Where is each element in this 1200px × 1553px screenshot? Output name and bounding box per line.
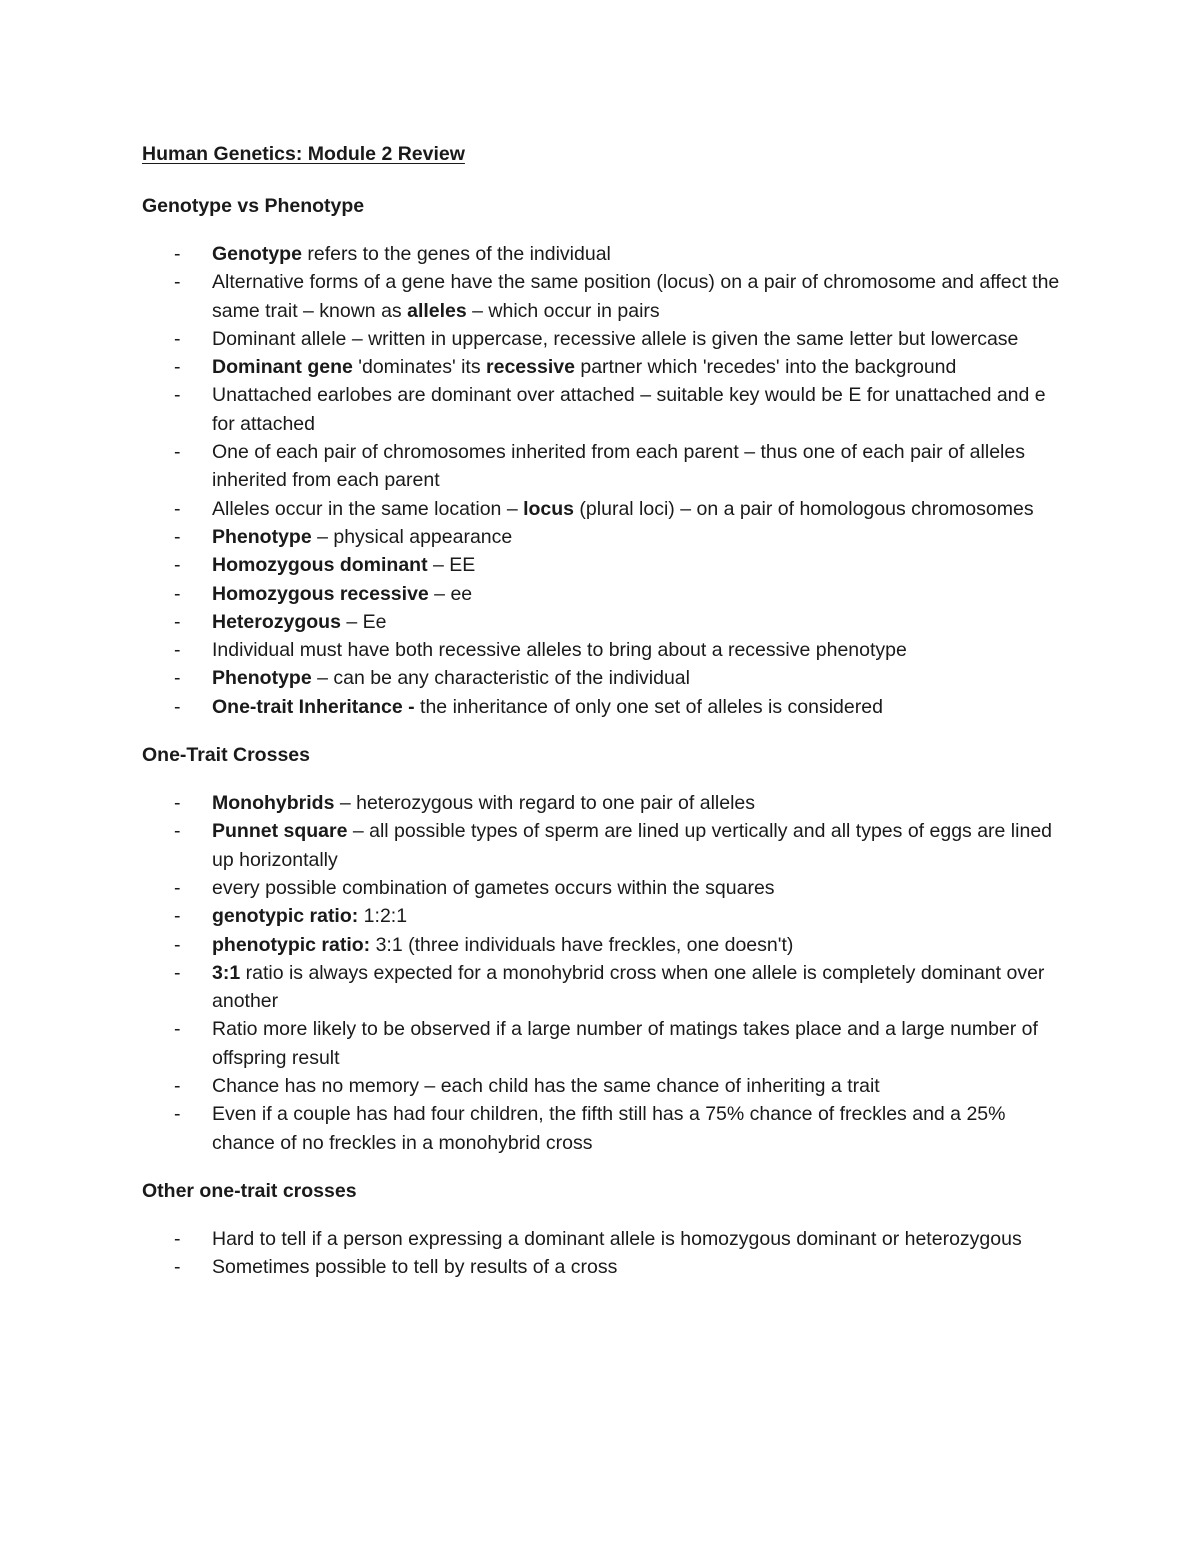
bullet-item: [142, 902, 1072, 930]
bullet-item: [142, 1100, 1072, 1157]
bullet-item: [142, 240, 1072, 268]
item-text: – heterozygous with regard to one pair of alleles: [334, 792, 756, 815]
item-text: – physical appearance: [311, 525, 513, 548]
item-text: – all possible types of sperm are lined up vertically and all types of eggs are lined up horizontally: [212, 820, 1053, 871]
item-text: Even if a couple has had four children, the fifth still has a 75% chance of freckles and a 25% chance of no freckles in a monohybrid cross: [212, 1103, 1006, 1154]
bullet-item: [142, 1225, 1072, 1253]
section-heading: Genotype vs Phenotype: [142, 195, 365, 217]
bullet-item: [142, 523, 1072, 551]
bold-term: phenotypic ratio:: [212, 933, 371, 956]
document-title: Human Genetics: Module 2 Review: [142, 143, 465, 165]
section-heading: Other one-trait crosses: [142, 1179, 357, 1202]
bullet-item: [142, 931, 1072, 959]
item-text: partner which 'recedes' into the background: [574, 356, 957, 379]
bullet-list: [142, 240, 1072, 721]
item-text: Chance has no memory – each child has the same chance of inheriting a trait: [212, 1075, 880, 1098]
bold-term: recessive: [486, 356, 575, 379]
bullet-list: [142, 1225, 1072, 1282]
item-text: – which occur in pairs: [466, 299, 660, 322]
item-text: the inheritance of only one set of alleles is considered: [414, 695, 883, 718]
section-one-trait-crosses: [142, 741, 1072, 1157]
item-text: – Ee: [340, 610, 387, 633]
bullet-item: [142, 959, 1072, 1016]
bullet-item: [142, 1072, 1072, 1100]
bullet-item: [142, 551, 1072, 579]
bold-term: Homozygous dominant: [212, 554, 428, 577]
item-text: 1:2:1: [358, 905, 408, 928]
item-text: Sometimes possible to tell by results of a cross: [212, 1256, 618, 1279]
item-text: Ratio more likely to be observed if a large number of matings takes place and a large number of offspring result: [212, 1018, 1038, 1069]
bullet-item: [142, 495, 1072, 523]
bold-term: locus: [523, 497, 575, 520]
bullet-item: [142, 580, 1072, 608]
bold-term: alleles: [407, 299, 467, 322]
item-text: ratio is always expected for a monohybrid cross when one allele is completely dominant over another: [212, 961, 1045, 1013]
item-text: Dominant allele – written in uppercase, recessive allele is given the same letter but lowercase: [212, 327, 1019, 350]
item-text: Individual must have both recessive alleles to bring about a recessive phenotype: [212, 639, 907, 662]
bullet-item: [142, 1253, 1072, 1281]
section-genotype-vs-phenotype: [142, 192, 1072, 721]
document-page: [142, 140, 1072, 1302]
bold-term: One-trait Inheritance -: [212, 695, 415, 718]
bold-term: Heterozygous: [212, 610, 341, 633]
bold-term: 3:1: [212, 961, 241, 984]
item-text: – ee: [428, 582, 473, 605]
bold-term: Phenotype: [212, 525, 312, 548]
item-text: Alleles occur in the same location –: [212, 497, 524, 520]
bold-term: Homozygous recessive: [212, 582, 429, 605]
item-text: 3:1 (three individuals have freckles, one doesn't): [370, 933, 794, 956]
bullet-item: [142, 636, 1072, 664]
item-text: – can be any characteristic of the individual: [311, 667, 690, 690]
item-text: Alternative forms of a gene have the same position (locus) on a pair of chromosome and affect the same trait – known as: [212, 271, 1060, 322]
bullet-item: [142, 664, 1072, 692]
bullet-item: [142, 874, 1072, 902]
item-text: Unattached earlobes are dominant over attached – suitable key would be E for unattached and e for attached: [212, 384, 1046, 435]
bullet-item: [142, 1015, 1072, 1072]
item-text: refers to the genes of the individual: [301, 243, 611, 265]
section-other-one-trait-crosses: [142, 1177, 1072, 1282]
bullet-item: [142, 693, 1072, 721]
section-heading: One-Trait Crosses: [142, 744, 310, 767]
item-text: (plural loci) – on a pair of homologous chromosomes: [574, 497, 1034, 520]
item-text: 'dominates' its: [352, 356, 487, 379]
bullet-item: [142, 353, 1072, 381]
bold-term: Phenotype: [212, 667, 312, 690]
bullet-item: [142, 438, 1072, 495]
bullet-item: [142, 268, 1072, 325]
bold-term: Punnet square: [212, 820, 348, 843]
bullet-item: [142, 817, 1072, 874]
item-text: One of each pair of chromosomes inherited from each parent – thus one of each pair of alleles inherited from each parent: [212, 441, 1025, 492]
bold-term: Genotype: [212, 243, 302, 265]
bullet-list: [142, 789, 1072, 1157]
item-text: Hard to tell if a person expressing a dominant allele is homozygous dominant or heterozygous: [212, 1227, 1022, 1250]
bullet-item: [142, 608, 1072, 636]
item-text: every possible combination of gametes occurs within the squares: [212, 876, 775, 899]
bold-term: Dominant gene: [212, 356, 353, 379]
bullet-item: [142, 325, 1072, 353]
bullet-item: [142, 789, 1072, 817]
bold-term: Monohybrids: [212, 792, 335, 815]
item-text: – EE: [427, 554, 476, 577]
bold-term: genotypic ratio:: [212, 905, 359, 928]
bullet-item: [142, 381, 1072, 438]
